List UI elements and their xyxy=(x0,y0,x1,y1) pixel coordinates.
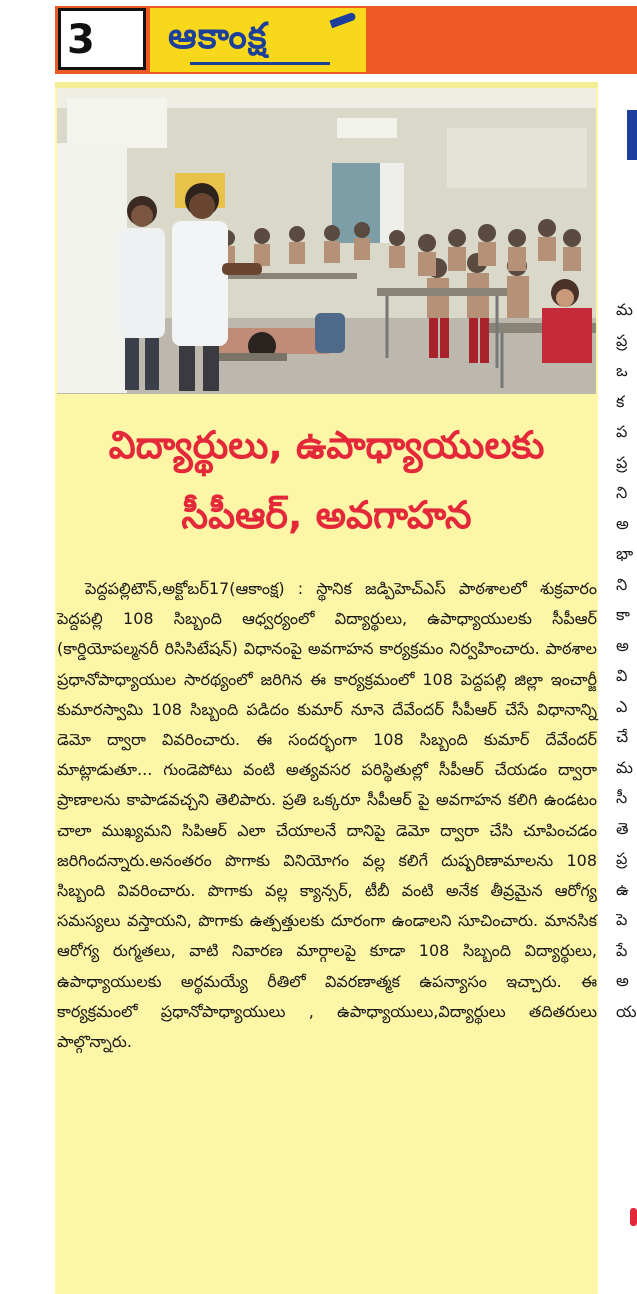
logo-text: ఆకాంక్ష xyxy=(168,16,268,57)
article-headline xyxy=(57,410,596,550)
next-column-line: మ xyxy=(616,300,633,319)
headline-line-1: విద్యార్థులు, ఉపాధ్యాయులకు xyxy=(108,423,545,467)
next-column-line: ని xyxy=(616,483,628,502)
article-photo xyxy=(57,88,596,394)
next-column-line: తె xyxy=(616,818,629,838)
page-number: 3 xyxy=(67,17,95,63)
next-column-fragments xyxy=(616,295,637,1027)
next-column-line: ప xyxy=(616,422,628,441)
article-body: పెద్దపల్లిటౌన్,అక్టోబర్17(ఆకాంక్ష) : స్థానిక జడ్పిహెచ్ఎస్ పాఠశాలలో శుక్రవారం పెద్దపల్లి 108 సిబ్బంది ఆధ్వర్యంలో విద్యార్థులు, ఉపాధ్యాయులకు సీపీఆర్ (కార్డియోపల్మనరీ రిసిసిటేషన్) విధానంపై అవగాహన కార్యక్రమం నిర్వహించారు. పాఠశాల ప్రధానోపాధ్యాయుల సారథ్యంలో జరిగిన ఈ కార్యక్రమంలో 108 పెద్దపల్లి జిల్లా ఇంచార్జీ కుమారస్వామి 108 సిబ్బంది పడిదం కుమార్ నూనె దేవేందర్ సీపీఆర్ చేసే విధానాన్ని డెమో ద్వారా వివరించారు. ఈ సందర్భంగా 108 సిబ్బంది కుమార్ దేవేందర్ మాట్లాడుతూ... గుండెపోటు వంటి అత్యవసర పరిస్థితుల్లో సీపీఆర్ చేయడం ద్వారా ప్రాణాలను కాపాడవచ్చని తెలిపారు. ప్రతి ఒక్కరూ సీపీఆర్ పై అవగాహన కలిగి ఉండటం చాలా ముఖ్యమని సిపిఆర్ ఎలా చేయాలనే దానిపై డెమో ద్వారా చేసి చూపించడం జరిగిందన్నారు.అనంతరం పొగాకు వినియోగం వల్ల కలిగే దుష్పరిణామాలను 108 సిబ్బంది వివరించారు. పొగాకు వల్ల క్యాన్సర్, టీబీ వంటి అనేక తీవ్రమైన ఆరోగ్య సమస్యలు వస్తాయని, పొగాకు ఉత్పత్తులకు దూరంగా ఉండాలని సూచించారు. మానసిక ఆరోగ్య రుగ్మతలు, వాటి నివారణ మార్గాలపై కూడా 108 సిబ్బంది విద్యార్థులు, ఉపాధ్యాయులకు అర్థమయ్యే రీతిలో వివరణాత్మక ఉపన్యాసం ఇచ్చారు. ఈ కార్యక్రమంలో ప్రధానోపాధ్యాయులు , ఉపాధ్యాయులు,విద్యార్థులు తదితరులు పాల్గొన్నారు. xyxy=(57,579,597,1052)
next-column-line: ఒ xyxy=(616,361,628,380)
logo-underline xyxy=(190,62,330,65)
next-column-line: ప్ర xyxy=(616,330,628,350)
next-column-line: సీ xyxy=(616,788,628,807)
next-column-line: మ xyxy=(616,757,633,777)
next-column-line: వి xyxy=(616,666,628,685)
next-column-line: ఎ xyxy=(616,696,628,716)
next-column-line: క xyxy=(616,391,625,411)
next-column-line: పె xyxy=(616,910,628,929)
next-column-line: అ xyxy=(616,635,629,655)
next-column-line: య xyxy=(616,1001,637,1021)
newspaper-logo xyxy=(150,8,366,72)
next-column-line: ని xyxy=(616,574,628,594)
page-number-box xyxy=(58,8,146,70)
pen-nib-icon xyxy=(329,12,356,28)
next-column-red-mark xyxy=(630,1208,637,1226)
next-column-line: కా xyxy=(616,605,630,624)
next-column-line: అ xyxy=(616,971,629,990)
next-column-line: ఉ xyxy=(616,879,629,899)
classroom-cpr-photo xyxy=(57,88,596,394)
next-article-headline-fragment xyxy=(627,110,637,160)
next-column-line: ప్ర xyxy=(616,452,628,472)
next-column-line: చే xyxy=(616,727,629,746)
headline-line-2: సీపీఆర్, అవగాహన xyxy=(181,493,472,537)
next-column-line: ప్ర xyxy=(616,849,628,868)
next-column-line: భా xyxy=(616,544,634,563)
next-column-line: అ xyxy=(616,513,629,533)
next-column-line: పే xyxy=(616,940,628,960)
